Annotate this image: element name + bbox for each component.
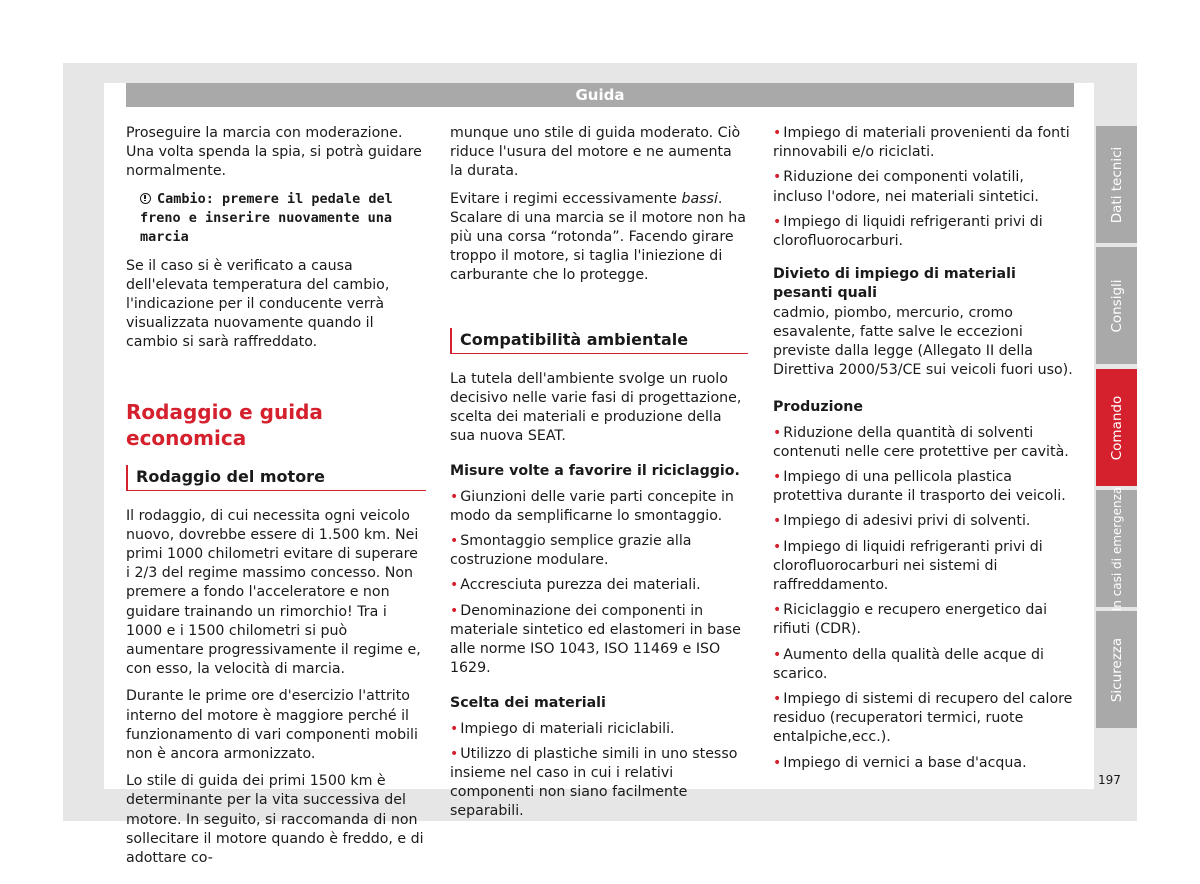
list-item xyxy=(450,602,748,679)
paragraph: Durante le prime ore d'esercizio l'attrito interno del motore è maggiore perché il funzionamento di vari componenti mobili non è ancora armonizzato. xyxy=(126,688,418,763)
bullet-list xyxy=(773,424,1073,773)
list-item-text: Impiego di adesivi privi di solventi. xyxy=(783,513,1031,530)
column-1 xyxy=(126,124,426,876)
list-item-text: Accresciuta purezza dei materiali. xyxy=(460,577,701,594)
column-2 xyxy=(450,124,748,828)
bullet-list xyxy=(450,720,748,822)
paragraph: Lo stile di guida dei primi 1500 km è determinante per la vita successiva del motore. In seguito, si raccomanda di non sollecitare il motore quando è freddo, e di adottare co- xyxy=(126,773,424,867)
list-item xyxy=(773,468,1073,506)
bullet-icon: • xyxy=(773,646,782,663)
list-item-text: Aumento della qualità delle acque di scarico. xyxy=(773,646,1044,682)
bullet-icon: • xyxy=(450,745,459,762)
tab-in-casi-di-emergenza[interactable] xyxy=(1096,486,1137,611)
paragraph: cadmio, piombo, mercurio, cromo esavalente, fatte salve le eccezioni previste dalla legge (Allegato II della Direttiva 2000/53/CE sui veicoli fuori uso). xyxy=(773,304,1073,379)
list-item-text: Smontaggio semplice grazie alla costruzione modulare. xyxy=(450,533,692,569)
paragraph: Proseguire la marcia con moderazione. Una volta spenda la spia, si potrà guidare normalmente. xyxy=(126,125,422,180)
tab-comando[interactable] xyxy=(1096,369,1137,486)
bullet-icon: • xyxy=(773,213,782,230)
list-item xyxy=(773,168,1073,206)
list-item xyxy=(450,532,748,570)
tab-dati-tecnici[interactable] xyxy=(1096,126,1137,243)
bullet-icon: • xyxy=(773,169,782,186)
list-item xyxy=(773,754,1073,773)
bullet-icon: • xyxy=(450,533,459,550)
paragraph xyxy=(450,190,748,286)
paragraph: Il rodaggio, di cui necessita ogni veicolo nuovo, dovrebbe essere di 1.500 km. Nei primi 1000 chilometri evitare di superare i 2/3 del regime massimo concesso. Non premere a fondo l'acceleratore e non guidare trainando un rimorchio! Tra i 1000 e i 1500 chilometri si può aumentare progressivamente il regime e, con esso, la velocità di marcia. xyxy=(126,507,421,678)
list-item xyxy=(773,124,1073,162)
list-item xyxy=(773,601,1073,639)
subsection-title: Rodaggio del motore xyxy=(126,465,426,491)
tab-label: In casi di emergenza xyxy=(1109,486,1124,611)
paragraph-text: . Scalare di una marcia se il motore non ha più una corsa “rotonda”. Facendo girare troppo il motore, si taglia l'iniezione di carburante che lo protegge. xyxy=(450,190,746,284)
bullet-icon: • xyxy=(773,424,782,441)
chapter-header: Guida xyxy=(126,83,1074,107)
bullet-icon: • xyxy=(773,691,782,708)
list-heading: Misure volte a favorire il riciclaggio. xyxy=(450,463,740,480)
bullet-icon: • xyxy=(450,577,459,594)
list-item-text: Impiego di materiali provenienti da fonti rinnovabili e/o riciclati. xyxy=(773,125,1070,161)
list-item-text: Giunzioni delle varie parti concepite in modo da semplificarne lo smontaggio. xyxy=(450,488,734,524)
list-item-text: Riciclaggio e recupero energetico dai rifiuti (CDR). xyxy=(773,602,1048,638)
paragraph: Se il caso si è verificato a causa dell'elevata temperatura del cambio, l'indicazione per il conducente verrà visualizzata nuovamente quando il cambio si sarà raffreddato. xyxy=(126,257,390,351)
list-item xyxy=(450,720,748,739)
bullet-icon: • xyxy=(773,602,782,619)
bullet-icon: • xyxy=(773,754,782,771)
tab-label: Dati tecnici xyxy=(1108,146,1125,223)
list-item-text: Impiego di vernici a base d'acqua. xyxy=(783,754,1027,771)
column-3 xyxy=(773,124,1073,779)
list-item-text: Denominazione dei componenti in materiale sintetico ed elastomeri in base alle norme ISO 1043, ISO 11469 e ISO 1629. xyxy=(450,602,741,677)
paragraph: La tutela dell'ambiente svolge un ruolo decisivo nelle varie fasi di progettazione, scelta dei materiali e produzione della sua nuova SEAT. xyxy=(450,370,742,445)
list-item-text: Riduzione dei componenti volatili, incluso l'odore, nei materiali sintetici. xyxy=(773,169,1039,205)
warning-heading xyxy=(126,190,426,247)
list-heading: Scelta dei materiali xyxy=(450,695,606,712)
list-item xyxy=(450,745,748,822)
list-item-text: Impiego di liquidi refrigeranti privi di clorofluorocarburi. xyxy=(773,213,1043,250)
list-item xyxy=(450,576,748,595)
list-item xyxy=(773,213,1073,251)
section-title: Rodaggio e guida economica xyxy=(126,399,323,450)
tab-label: Sicurezza xyxy=(1108,637,1125,702)
page-number: 197 xyxy=(1098,773,1121,787)
list-item xyxy=(773,424,1073,462)
bullet-icon: • xyxy=(773,538,782,555)
list-item-text: Impiego di sistemi di recupero del calore residuo (recuperatori termici, ruote entalpiche,ecc.). xyxy=(773,691,1073,746)
tab-label: Consigli xyxy=(1108,278,1125,333)
bullet-icon: • xyxy=(773,125,782,141)
tab-label: Comando xyxy=(1108,395,1125,460)
bullet-icon: • xyxy=(773,513,782,530)
list-item-text: Impiego di una pellicola plastica protettiva durante il trasporto dei veicoli. xyxy=(773,469,1066,505)
list-item-text: Impiego di liquidi refrigeranti privi di clorofluorocarburi nei sistemi di raffreddamento. xyxy=(773,538,1043,594)
list-heading: Produzione xyxy=(773,399,863,416)
subsection-title: Compatibilità ambientale xyxy=(450,328,748,354)
tab-consigli[interactable] xyxy=(1096,247,1137,364)
list-item xyxy=(773,538,1073,596)
list-item-text: Utilizzo di plastiche simili in uno stesso insieme nel caso in cui i relativi componenti non siano facilmente separabili. xyxy=(450,745,738,820)
list-item xyxy=(450,488,748,526)
list-item xyxy=(773,512,1073,531)
emphasis-text: bassi xyxy=(681,190,718,207)
list-item-text: Impiego di materiali riciclabili. xyxy=(460,720,675,737)
paragraph: munque uno stile di guida moderato. Ciò riduce l'usura del motore e ne aumenta la durata. xyxy=(450,125,741,180)
bullet-icon: • xyxy=(450,720,459,737)
list-item xyxy=(773,690,1073,748)
bullet-list xyxy=(773,124,1073,251)
bullet-icon: • xyxy=(450,602,459,619)
warning-icon xyxy=(140,193,151,204)
bullet-list xyxy=(450,488,748,679)
list-heading: Divieto di impiego di materiali pesanti quali xyxy=(773,266,1016,302)
bullet-icon: • xyxy=(773,469,782,486)
paragraph-text: Evitare i regimi eccessivamente xyxy=(450,190,682,207)
list-item-text: Riduzione della quantità di solventi contenuti nelle cere protettive per cavità. xyxy=(773,424,1069,460)
warning-heading-text: Cambio: premere il pedale del freno e inserire nuovamente una marcia xyxy=(140,190,393,245)
list-item xyxy=(773,646,1073,684)
bullet-icon: • xyxy=(450,488,459,505)
tab-sicurezza[interactable] xyxy=(1096,611,1137,728)
